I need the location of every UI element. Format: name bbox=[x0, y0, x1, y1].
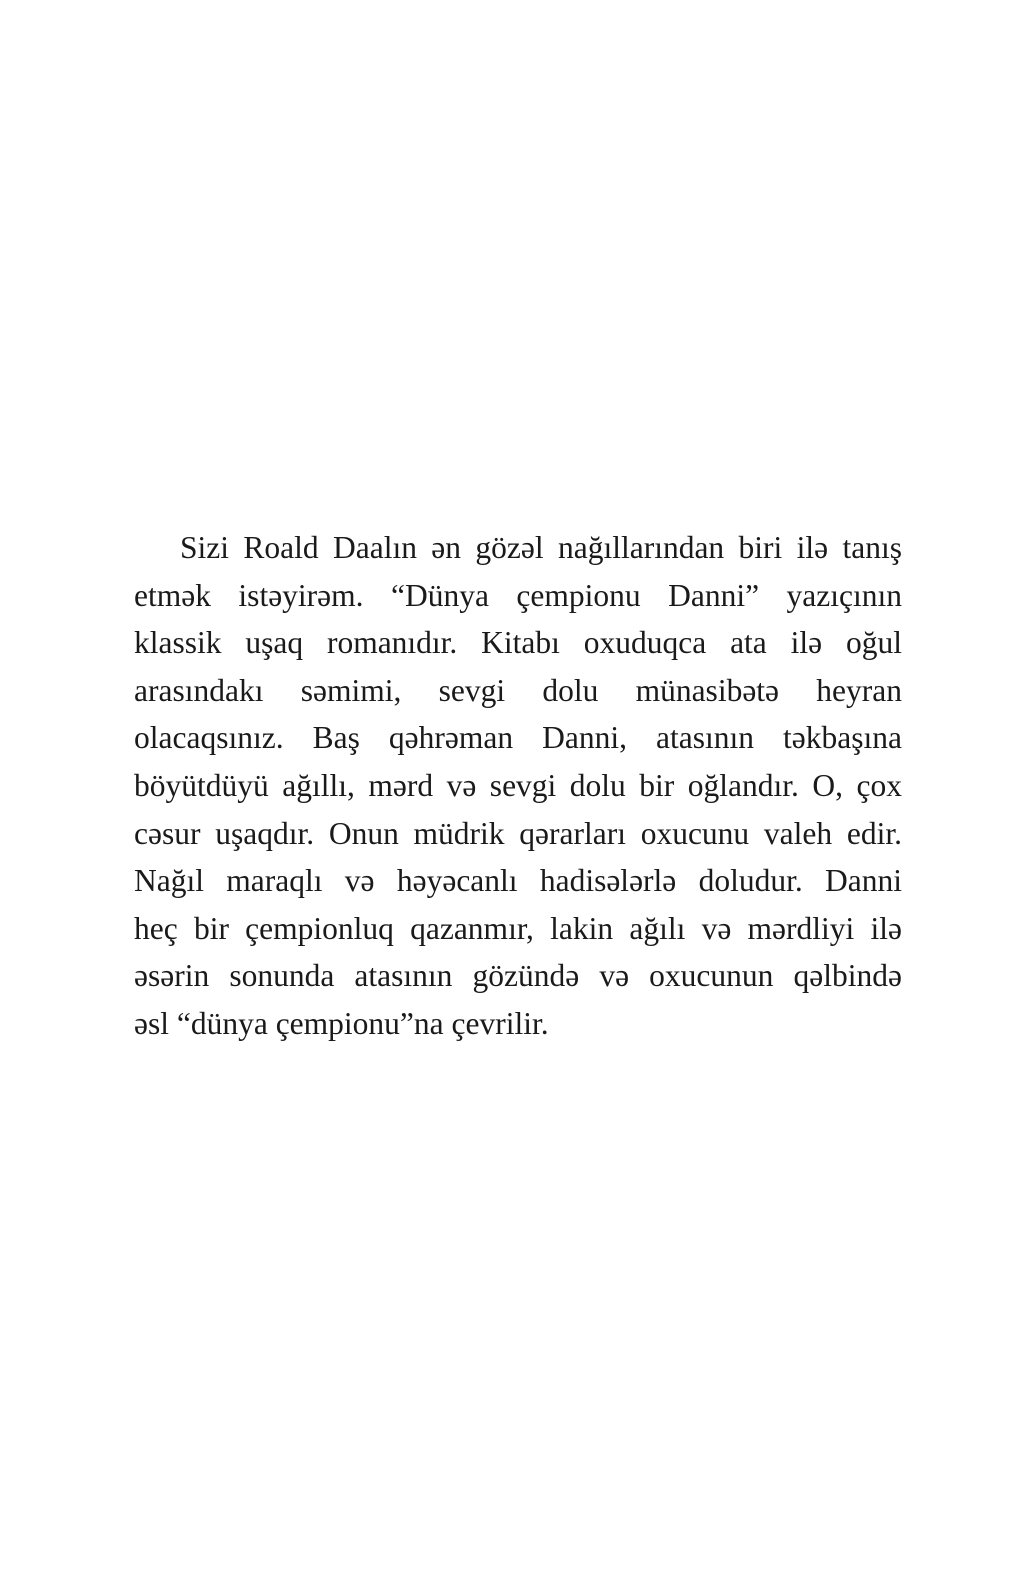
paragraph-line: əsl “dünya çempionu”na çevrilir. bbox=[134, 1005, 549, 1041]
paragraph-line: böyütdüyü ağıllı, mərd və sevgi dolu bir oğlandır. O, çox bbox=[134, 767, 902, 803]
paragraph-line: əsərin sonunda atasının gözündə və oxucunun qəlbində bbox=[134, 958, 902, 994]
paragraph-line: Nağıl maraqlı və həyəcanlı hadisələrlə doludur. Danni bbox=[134, 863, 902, 899]
paragraph-line: Sizi Roald Daalın ən gözəl nağıllarından biri ilə tanış bbox=[180, 530, 902, 565]
paragraph-line: heç bir çempionluq qazanmır, lakin ağılı və mərdliyi ilə bbox=[134, 910, 902, 946]
body-paragraph bbox=[134, 524, 902, 1048]
paragraph-line: olacaqsınız. Baş qəhrəman Danni, atasının təkbaşına bbox=[134, 720, 902, 756]
paragraph-line: cəsur uşaqdır. Onun müdrik qərarları oxucunu valeh edir. bbox=[134, 815, 902, 851]
paragraph-line: klassik uşaq romanıdır. Kitabı oxuduqca ata ilə oğul bbox=[134, 625, 902, 661]
paragraph-line: arasındakı səmimi, sevgi dolu münasibətə heyran bbox=[134, 672, 902, 708]
paragraph-line: etmək istəyirəm. “Dünya çempionu Danni” yazıçının bbox=[134, 577, 902, 613]
